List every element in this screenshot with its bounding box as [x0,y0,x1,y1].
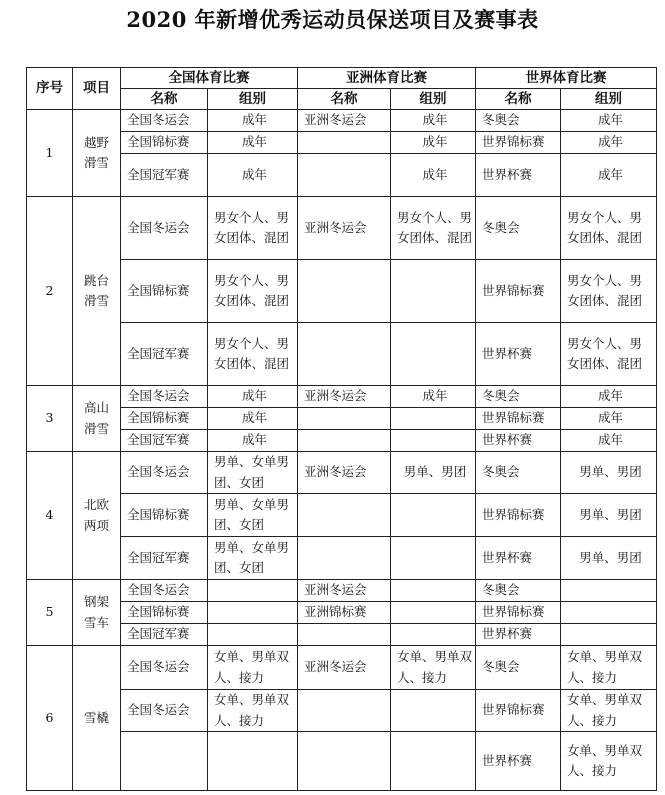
events-table [26,67,657,791]
world-event-group: 成年 [561,430,657,452]
asian-event-name: 亚洲冬运会 [298,646,391,690]
asian-event-name: 亚洲冬运会 [298,452,391,494]
national-event-group [208,602,298,624]
national-event-name: 全国冬运会 [121,386,208,408]
asian-event-name: 亚洲冬运会 [298,110,391,132]
asian-event-name: 亚洲冬运会 [298,197,391,260]
row-seq: 1 [27,110,73,197]
row-project: 越野 滑雪 [73,110,121,197]
asian-event-group: 成年 [391,110,476,132]
world-event-group: 成年 [561,154,657,197]
asian-event-name [298,323,391,386]
header-world-group: 组别 [561,89,657,110]
world-event-name: 世界锦标赛 [476,132,561,154]
national-event-group [208,732,298,791]
world-event-name: 世界锦标赛 [476,408,561,430]
national-event-name: 全国冬运会 [121,580,208,602]
world-event-name: 世界锦标赛 [476,690,561,732]
row-seq: 3 [27,386,73,452]
world-event-group: 成年 [561,386,657,408]
page-title: 2020 年新增优秀运动员保送项目及赛事表 [126,7,539,32]
table-row [27,197,657,260]
national-event-name: 全国冬运会 [121,690,208,732]
asian-event-name [298,132,391,154]
table-row [27,624,657,646]
national-event-name: 全国冬运会 [121,646,208,690]
world-event-group: 成年 [561,132,657,154]
national-event-name: 全国锦标赛 [121,132,208,154]
world-event-name: 世界杯赛 [476,732,561,791]
world-event-group: 男单、男团 [561,537,657,580]
asian-event-name: 亚洲锦标赛 [298,602,391,624]
national-event-group [208,580,298,602]
national-event-name: 全国锦标赛 [121,260,208,323]
asian-event-group: 成年 [391,386,476,408]
asian-event-group [391,494,476,537]
world-event-group: 男单、男团 [561,494,657,537]
asian-event-name [298,430,391,452]
asian-event-group [391,624,476,646]
national-event-group: 成年 [208,386,298,408]
row-project: 跳台 滑雪 [73,197,121,386]
national-event-group: 男单、女单男团、女团 [208,452,298,494]
national-event-group: 成年 [208,110,298,132]
national-event-name: 全国冬运会 [121,197,208,260]
table-row [27,154,657,197]
world-event-name: 世界杯赛 [476,154,561,197]
world-event-name: 世界锦标赛 [476,260,561,323]
world-event-name: 冬奥会 [476,197,561,260]
world-event-name: 冬奥会 [476,646,561,690]
asian-event-name [298,537,391,580]
national-event-group: 男女个人、男女团体、混团 [208,260,298,323]
national-event-group: 男女个人、男女团体、混团 [208,323,298,386]
asian-event-name [298,732,391,791]
table-row [27,690,657,732]
asian-event-name [298,154,391,197]
header-national: 全国体育比赛 [121,68,298,89]
world-event-group: 男女个人、男女团体、混团 [561,260,657,323]
row-seq: 2 [27,197,73,386]
national-event-group: 成年 [208,132,298,154]
table-row [27,408,657,430]
table-row [27,452,657,494]
world-event-name: 冬奥会 [476,386,561,408]
national-event-group: 成年 [208,154,298,197]
asian-event-group: 男女个人、男女团体、混团 [391,197,476,260]
national-event-name [121,732,208,791]
world-event-name: 冬奥会 [476,580,561,602]
asian-event-name [298,690,391,732]
world-event-name: 冬奥会 [476,452,561,494]
national-event-name: 全国锦标赛 [121,494,208,537]
table-row [27,646,657,690]
asian-event-group [391,323,476,386]
asian-event-name [298,494,391,537]
asian-event-group: 成年 [391,154,476,197]
national-event-group: 女单、男单双人、接力 [208,646,298,690]
asian-event-name: 亚洲冬运会 [298,580,391,602]
header-asian-group: 组别 [391,89,476,110]
table-row [27,537,657,580]
table-row [27,132,657,154]
asian-event-group: 女单、男单双人、接力 [391,646,476,690]
header-asian: 亚洲体育比赛 [298,68,476,89]
row-seq: 5 [27,580,73,646]
world-event-group: 成年 [561,408,657,430]
asian-event-group [391,580,476,602]
table-row [27,732,657,791]
asian-event-group [391,602,476,624]
asian-event-group [391,732,476,791]
national-event-name: 全国冬运会 [121,452,208,494]
header-seq: 序号 [27,68,73,110]
national-event-group: 女单、男单双人、接力 [208,690,298,732]
national-event-name: 全国冠军赛 [121,323,208,386]
header-national-name: 名称 [121,89,208,110]
world-event-name: 世界杯赛 [476,430,561,452]
national-event-group: 成年 [208,430,298,452]
asian-event-group [391,260,476,323]
table-row [27,580,657,602]
world-event-name: 世界杯赛 [476,537,561,580]
world-event-name: 冬奥会 [476,110,561,132]
asian-event-group: 男单、男团 [391,452,476,494]
header-national-group: 组别 [208,89,298,110]
header-project: 项目 [73,68,121,110]
national-event-group: 男单、女单男团、女团 [208,494,298,537]
asian-event-group [391,408,476,430]
national-event-name: 全国锦标赛 [121,408,208,430]
header-world: 世界体育比赛 [476,68,657,89]
asian-event-name: 亚洲冬运会 [298,386,391,408]
row-project: 高山 滑雪 [73,386,121,452]
national-event-name: 全国冠军赛 [121,624,208,646]
national-event-name: 全国冠军赛 [121,537,208,580]
world-event-name: 世界杯赛 [476,624,561,646]
world-event-group: 女单、男单双人、接力 [561,732,657,791]
header-world-name: 名称 [476,89,561,110]
row-project: 雪橇 [73,646,121,791]
national-event-group [208,624,298,646]
asian-event-name [298,260,391,323]
national-event-group: 成年 [208,408,298,430]
table-row [27,430,657,452]
table-row [27,260,657,323]
world-event-group [561,602,657,624]
national-event-name: 全国锦标赛 [121,602,208,624]
row-seq: 6 [27,646,73,791]
header-asian-name: 名称 [298,89,391,110]
asian-event-group [391,430,476,452]
asian-event-name [298,624,391,646]
asian-event-group [391,690,476,732]
national-event-group: 男单、女单男团、女团 [208,537,298,580]
world-event-group: 男单、男团 [561,452,657,494]
world-event-group: 女单、男单双人、接力 [561,646,657,690]
table-row [27,110,657,132]
national-event-name: 全国冠军赛 [121,154,208,197]
asian-event-name [298,408,391,430]
world-event-group: 成年 [561,110,657,132]
world-event-group [561,580,657,602]
national-event-name: 全国冠军赛 [121,430,208,452]
national-event-group: 男女个人、男女团体、混团 [208,197,298,260]
row-project: 北欧 两项 [73,452,121,580]
world-event-name: 世界杯赛 [476,323,561,386]
row-seq: 4 [27,452,73,580]
world-event-name: 世界锦标赛 [476,494,561,537]
national-event-name: 全国冬运会 [121,110,208,132]
asian-event-group [391,537,476,580]
world-event-group [561,624,657,646]
world-event-group: 男女个人、男女团体、混团 [561,323,657,386]
row-project: 钢架 雪车 [73,580,121,646]
world-event-name: 世界锦标赛 [476,602,561,624]
world-event-group: 女单、男单双人、接力 [561,690,657,732]
table-row [27,602,657,624]
asian-event-group: 成年 [391,132,476,154]
table-row [27,494,657,537]
table-row [27,323,657,386]
table-row [27,386,657,408]
world-event-group: 男女个人、男女团体、混团 [561,197,657,260]
